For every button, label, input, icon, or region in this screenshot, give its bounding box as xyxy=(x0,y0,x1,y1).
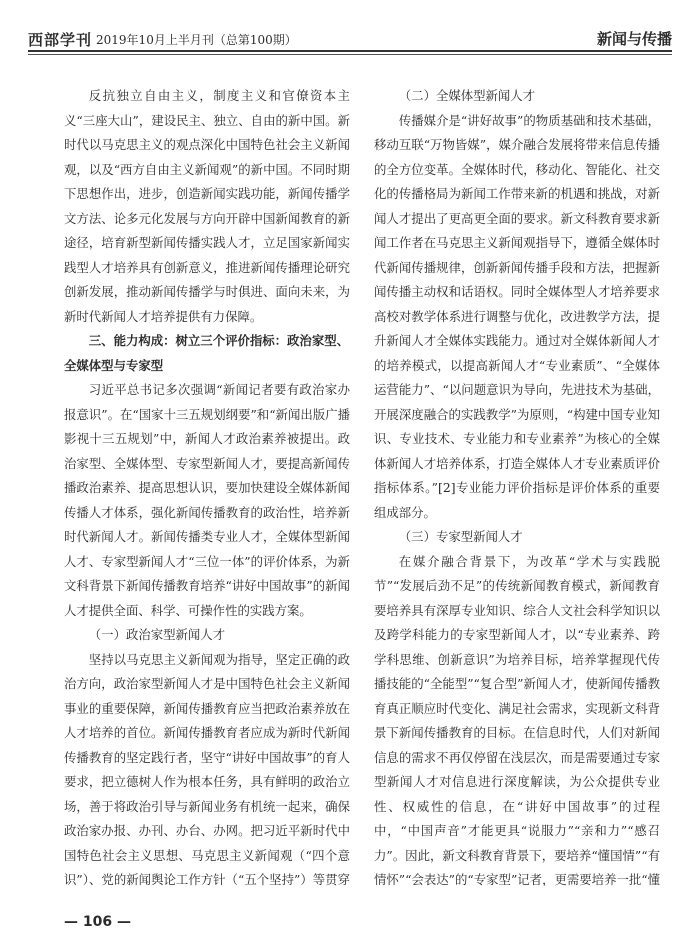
journal-title: 西部学刊 xyxy=(28,31,93,49)
body-paragraph: 习近平总书记多次强调“新闻记者要有政治家办报意识”。在“国家十三五规划纲要”和“新闻出版广播影视十三五规划”中，新闻人才政治素养被提出。政治家型、全媒体型、专家型新闻人才，要提高新闻传播政治素养、提高思想认识，要加快建设全媒体新闻传播人才体系，强化新闻传播教育的政治性，培养新时代新闻人才。新闻传播类专业人才，全媒体型新闻人才、专家型新闻人才“三位一体”的评价体系，为新文科背景下新闻传播教育培养“讲好中国故事”的新闻人才提供全面、科学、可操作性的实践方案。 xyxy=(64,382,350,618)
section-heading: 三、能力构成：树立三个评价指标：政治家型、全媒体型与专家型 xyxy=(64,333,349,373)
right-column xyxy=(374,84,660,886)
left-column xyxy=(64,84,350,886)
body-paragraph: 传播媒介是“讲好故事”的物质基础和技术基础，移动互联“万物皆媒”，媒介融合发展将带来信息传播的全方位变革。全媒体时代，移动化、智能化、社交化的传播格局为新闻工作带来新的机遇和挑战，对新闻人才提出了更高更全面的要求。新文科教育要求新闻工作者在马克思主义新闻观指导下，遵循全媒体时代新闻传播规律，创新新闻传播手段和方法，把握新闻传播主动权和话语权。同时全媒体型人才培养要求高校对教学体系进行调整与优化，改进教学方法，提升新闻人才全媒体实践能力。通过对全媒体新闻人才的培养模式，以提高新闻人才“专业素质”、“全媒体运营能力”、“以问题意识为导向，先进技术为基础，开展深度融合的实践教学”为原则，“构建中国专业知识、专业技术、专业能力和专业素养”为核心的全媒体新闻人才培养体系，打造全媒体人才专业素质评价指标体系。”[2]专业能力评价指标是评价体系的重要组成部分。 xyxy=(374,112,660,520)
issue-info: 2019年10月上半月刊（总第100期） xyxy=(96,33,297,47)
subsection-heading: （一）政治家型新闻人才 xyxy=(88,627,226,642)
body-paragraph: 反抗独立自由主义，制度主义和官僚资本主义“三座大山”，建设民主、独立、自由的新中国。新时代以马克思主义的观点深化中国特色社会主义新闻观，以及“西方自由主义新闻观”的新中国。不同时期下思想作出，进步，创造新闻实践功能，新闻传播学文方法、论多元化发展与方向开辟中国新闻教育的新途径，培育新型新闻传播实践人才，立足国家新闻实践型人才培养具有创新意义，推进新闻传播理论研究创新发展，推动新闻传播学与时俱进、面向未来，为新时代新闻人才培养提供有力保障。 xyxy=(64,88,350,324)
subsection-heading: （三）专家型新闻人才 xyxy=(398,529,523,544)
article-body xyxy=(64,84,660,886)
subsection-heading: （二）全媒体型新闻人才 xyxy=(398,88,536,103)
section-label: 新闻与传播 xyxy=(596,30,672,48)
body-paragraph: 在媒介融合背景下，为改革“学术与实践脱节”“发展后劲不足”的传统新闻教育模式，新闻教育要培养具有深厚专业知识、综合人文社会科学知识以及跨学科能力的专家型新闻人才，以“专业素养、跨学科思维、创新意识”为培养目标，培养掌握现代传播技能的“全能型”“复合型”新闻人才，使新闻传播教育真正顺应时代变化、满足社会需求，实现新文科背景下新闻传播教育的目标。在信息时代，人们对新闻信息的需求不再仅停留在浅层次，而是需要通过专家型新闻人才对信息进行深度解读，为公众提供专业性、权威性的信息，在“讲好中国故事”的过程中，“中国声音”才能更具“说服力”“亲和力”“感召力”。因此，新文科教育背景下，要培养“懂国情”“有情怀”“会表达”的“专家型”记者，更需要培养一批“懂 xyxy=(374,553,660,886)
body-paragraph: 坚持以马克思主义新闻观为指导，坚定正确的政治方向，政治家型新闻人才是中国特色社会主义新闻事业的重要保障，新闻传播教育应当把政治素养放在人才培养的首位。新闻传播教育者应成为新时代新闻传播教育的坚定践行者，坚守“讲好中国故事”的育人要求，把立德树人作为根本任务，具有鲜明的政治立场，善于将政治引导与新闻业务有机统一起来，确保政治家办报、办刊、办台、办网。把习近平新时代中国特色社会主义思想、马克思主义新闻观（“四个意识”）、党的新闻舆论工作方针（“五个坚持”）等贯穿 xyxy=(64,651,350,886)
page-number: — 106 — xyxy=(64,914,131,930)
running-header xyxy=(28,16,672,52)
header-rule xyxy=(28,54,672,55)
